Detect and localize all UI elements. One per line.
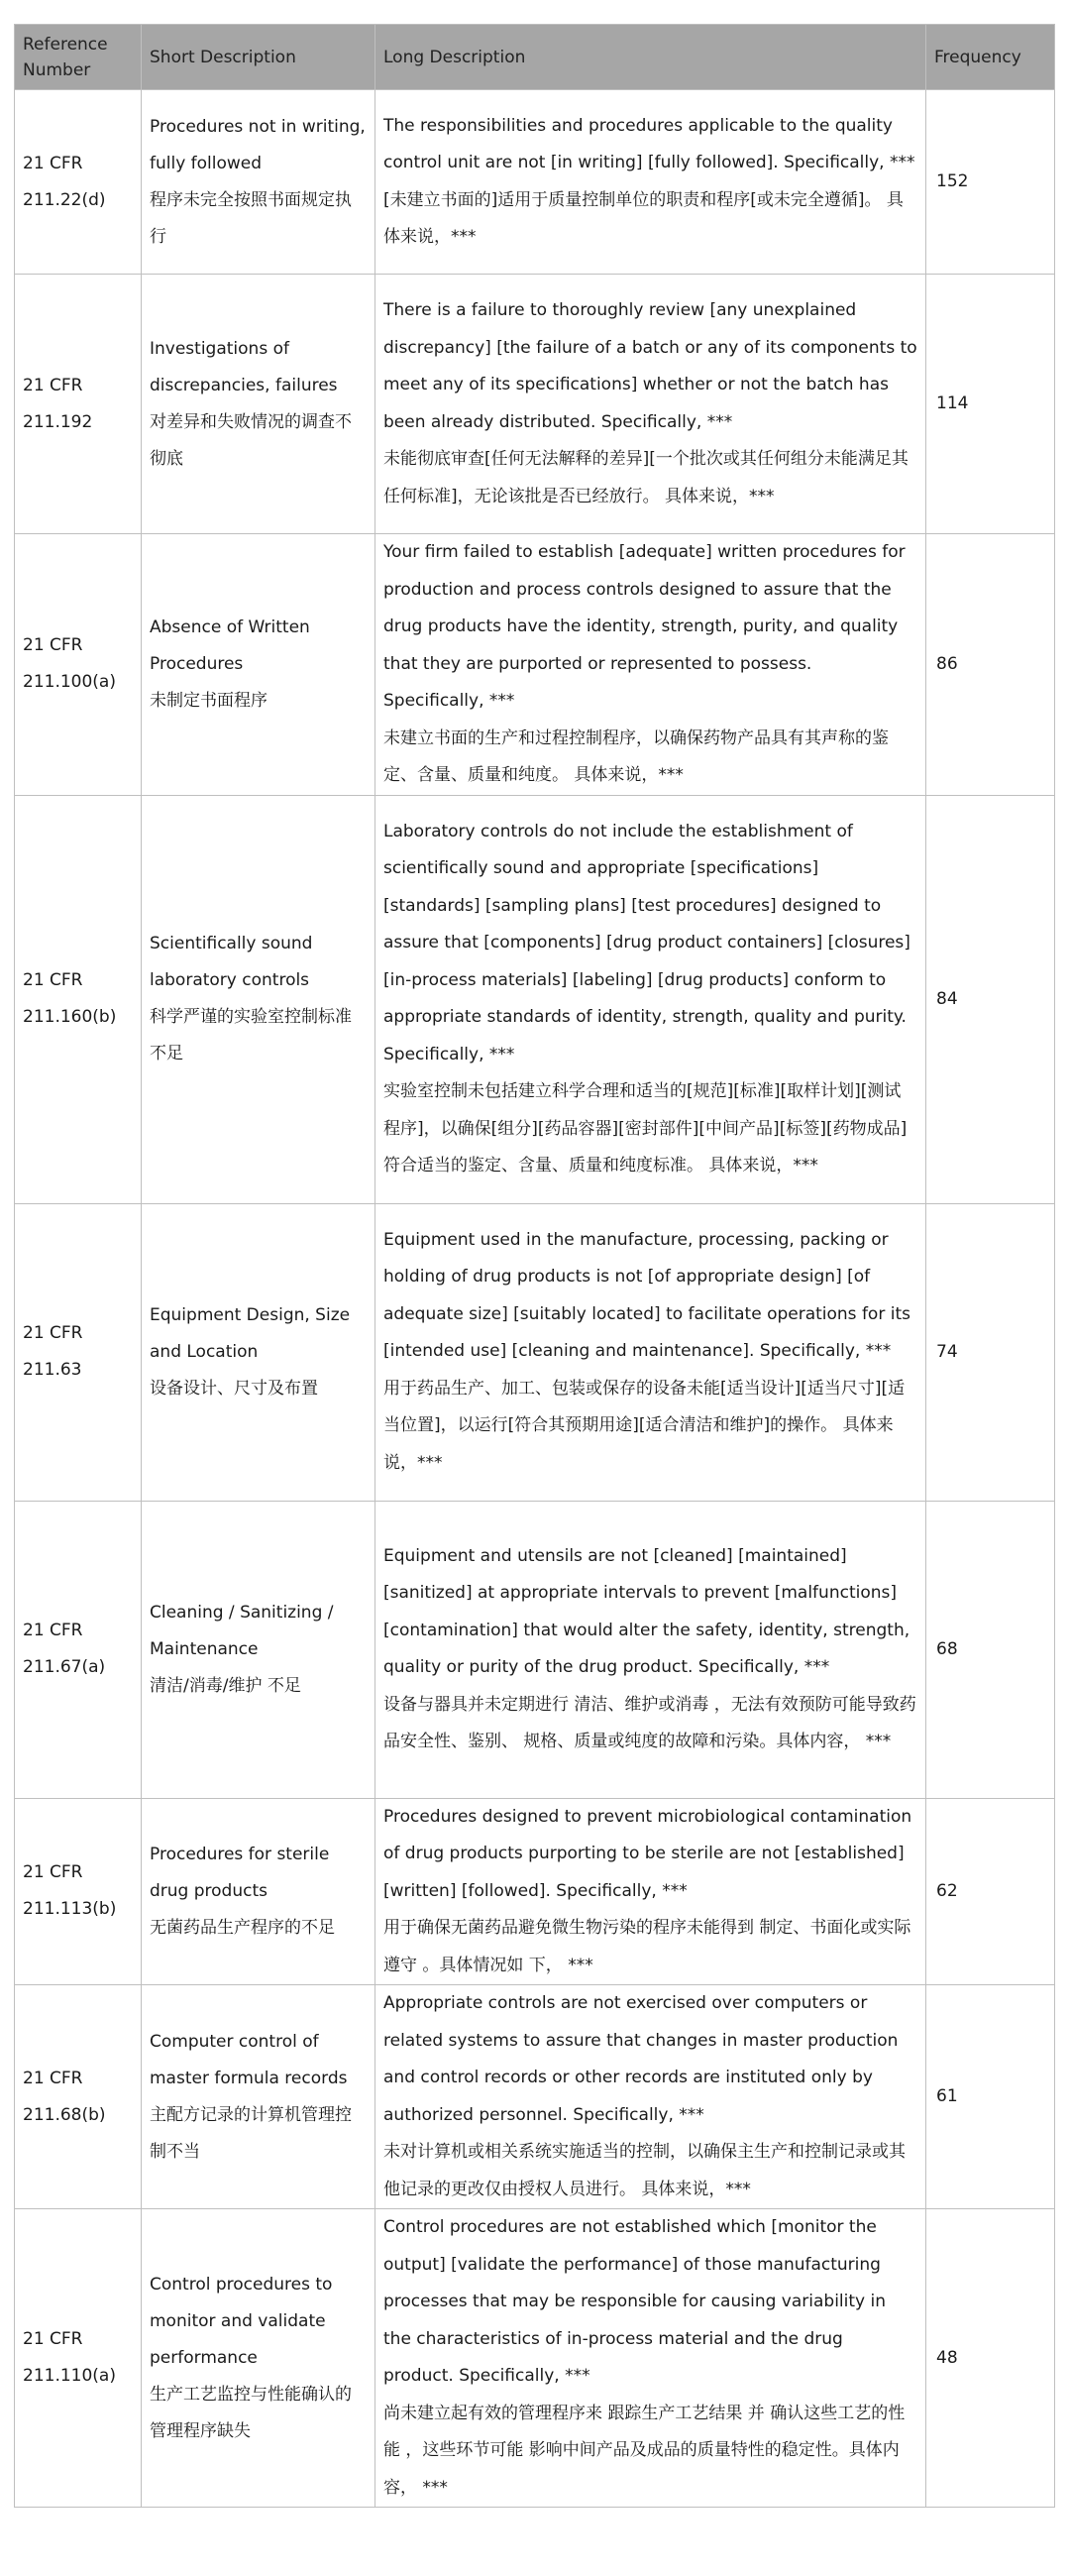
header-row [15, 25, 1055, 90]
short-description-zh: 清洁/消毒/维护 不足 [150, 1675, 301, 1696]
reference-number: 21 CFR 211.113(b) [15, 1798, 142, 1985]
table-row [15, 534, 1055, 796]
short-description-en: Cleaning / Sanitizing / Maintenance [150, 1602, 334, 1659]
frequency: 84 [926, 795, 1055, 1203]
table-row [15, 1203, 1055, 1501]
table-row [15, 1501, 1055, 1798]
short-description-en: Investigations of discrepancies, failures [150, 338, 338, 395]
short-description-en: Absence of Written Procedures [150, 616, 310, 674]
short-description [142, 795, 375, 1203]
long-description [375, 275, 926, 534]
short-description [142, 1985, 375, 2209]
table-body [15, 90, 1055, 2508]
long-description-zh: 用于确保无菌药品避免微生物污染的程序未能得到 制定、书面化或实际遵守 。具体情况如 下， *** [383, 1918, 911, 1975]
long-description-zh: [未建立书面的]适用于质量控制单位的职责和程序[或未完全遵循]。 具体来说，*** [383, 189, 904, 247]
frequency: 74 [926, 1203, 1055, 1501]
reference-number: 21 CFR 211.110(a) [15, 2209, 142, 2508]
header-reference-number: Reference Number [15, 25, 142, 90]
frequency: 68 [926, 1501, 1055, 1798]
long-description-zh: 未对计算机或相关系统实施适当的控制，以确保主生产和控制记录或其他记录的更改仅由授权人员进行。 具体来说，*** [383, 2142, 906, 2199]
short-description-zh: 科学严谨的实验室控制标准不足 [150, 1007, 352, 1064]
short-description [142, 1501, 375, 1798]
long-description [375, 534, 926, 796]
short-description-en: Control procedures to monitor and validate performance [150, 2274, 333, 2368]
short-description [142, 2209, 375, 2508]
table-row [15, 275, 1055, 534]
table-row [15, 2209, 1055, 2508]
short-description-en: Equipment Design, Size and Location [150, 1304, 351, 1362]
short-description-en: Computer control of master formula records [150, 2031, 348, 2088]
long-description [375, 1501, 926, 1798]
short-description [142, 275, 375, 534]
long-description-en: Equipment and utensils are not [cleaned] [maintained] [sanitized] at appropriate intervals to prevent [malfunctions] [contamination] that would alter the safety, identity, strength, quality or purity of the drug product. Specifically, *** [383, 1545, 910, 1677]
short-description-zh: 未制定书面程序 [150, 690, 268, 711]
table-row [15, 795, 1055, 1203]
reference-number: 21 CFR 211.63 [15, 1203, 142, 1501]
short-description-zh: 对差异和失败情况的调查不彻底 [150, 411, 352, 469]
reference-number: 21 CFR 211.22(d) [15, 90, 142, 275]
citation-table [14, 24, 1055, 2508]
frequency: 114 [926, 275, 1055, 534]
long-description-en: There is a failure to thoroughly review [any unexplained discrepancy] [the failure of a batch or any of its components to meet any of its specifications] whether or not the batch has been already distributed. Specifically, *** [383, 300, 917, 432]
long-description [375, 1985, 926, 2209]
long-description-en: Equipment used in the manufacture, processing, packing or holding of drug products is not [of appropriate design] [of adequate size] [suitably located] to facilitate operations for its [intended use] [cleaning and maintenance]. Specifically, *** [383, 1229, 910, 1362]
frequency: 62 [926, 1798, 1055, 1985]
table-row [15, 1985, 1055, 2209]
short-description-en: Procedures not in writing, fully followed [150, 116, 366, 173]
long-description [375, 1798, 926, 1985]
frequency: 86 [926, 534, 1055, 796]
long-description [375, 90, 926, 275]
long-description-en: Procedures designed to prevent microbiological contamination of drug products purporting to be sterile are not [established] [written] [followed]. Specifically, *** [383, 1806, 912, 1901]
short-description [142, 90, 375, 275]
long-description [375, 2209, 926, 2508]
long-description-zh: 尚未建立起有效的管理程序来 跟踪生产工艺结果 并 确认这些工艺的性能 ，这些环节可能 影响中间产品及成品的质量特性的稳定性。具体内容， *** [383, 2403, 906, 2498]
short-description-zh: 设备设计、尺寸及布置 [150, 1378, 318, 1399]
long-description-zh: 用于药品生产、加工、包装或保存的设备未能[适当设计][适当尺寸][适当位置]，以运行[符合其预期用途][适合清洁和维护]的操作。 具体来说，*** [383, 1378, 906, 1473]
frequency: 48 [926, 2209, 1055, 2508]
reference-number: 21 CFR 211.160(b) [15, 795, 142, 1203]
short-description-en: Scientifically sound laboratory controls [150, 934, 313, 990]
short-description-zh: 主配方记录的计算机管理控制不当 [150, 2104, 352, 2162]
table-row [15, 1798, 1055, 1985]
long-description-zh: 设备与器具并未定期进行 清洁、维护或消毒 ，无法有效预防可能导致药品安全性、鉴别、 规格、质量或纯度的故障和污染。具体内容， *** [383, 1694, 916, 1751]
long-description-zh: 未建立书面的生产和过程控制程序，以确保药物产品具有其声称的鉴定、含量、质量和纯度。 具体来说，*** [383, 728, 889, 785]
document-page [14, 24, 1054, 2508]
header-frequency: Frequency [926, 25, 1055, 90]
short-description [142, 1203, 375, 1501]
short-description-zh: 生产工艺监控与性能确认的管理程序缺失 [150, 2384, 352, 2441]
reference-number: 21 CFR 211.68(b) [15, 1985, 142, 2209]
long-description-en: Your firm failed to establish [adequate] written procedures for production and process controls designed to assure that the drug products have the identity, strength, purity, and quality that they are purported or represented to possess. Specifically, *** [383, 542, 906, 711]
table-row [15, 90, 1055, 275]
table-header [15, 25, 1055, 90]
long-description-en: Laboratory controls do not include the establishment of scientifically sound and appropriate [specifications] [standards] [sampling plans] [test procedures] designed to assure that [components] [drug product containers] [closures] [in-process materials] [labeling] [drug products] conform to appropriate standards of identity, strength, quality and purity. Specifically, *** [383, 821, 910, 1064]
short-description-zh: 程序未完全按照书面规定执行 [150, 189, 352, 247]
reference-number: 21 CFR 211.100(a) [15, 534, 142, 796]
frequency: 152 [926, 90, 1055, 275]
short-description-en: Procedures for sterile drug products [150, 1844, 330, 1901]
header-long-description: Long Description [375, 25, 926, 90]
short-description [142, 1798, 375, 1985]
long-description-zh: 实验室控制未包括建立科学合理和适当的[规范][标准][取样计划][测试程序]，以确保[组分][药品容器][密封部件][中间产品][标签][药物成品]符合适当的鉴定、含量、质量和纯度标准。 具体来说，*** [383, 1081, 908, 1176]
header-short-description: Short Description [142, 25, 375, 90]
long-description [375, 795, 926, 1203]
long-description-en: Appropriate controls are not exercised over computers or related systems to assure that changes in master production and control records or other records are instituted only by authorized personnel. Specifically, *** [383, 1993, 899, 2125]
short-description-zh: 无菌药品生产程序的不足 [150, 1917, 335, 1938]
long-description-en: Control procedures are not established which [monitor the output] [validate the performance] of those manufacturing processes that may be responsible for causing variability in the characteristics of in-process material and the drug product. Specifically, *** [383, 2217, 886, 2386]
long-description-en: The responsibilities and procedures applicable to the quality control unit are not [in writing] [fully followed]. Specifically, *** [383, 115, 915, 172]
short-description [142, 534, 375, 796]
reference-number: 21 CFR 211.67(a) [15, 1501, 142, 1798]
reference-number: 21 CFR 211.192 [15, 275, 142, 534]
long-description-zh: 未能彻底审查[任何无法解释的差异][一个批次或其任何组分未能满足其任何标准]，无论该批是否已经放行。 具体来说，*** [383, 449, 909, 506]
long-description [375, 1203, 926, 1501]
frequency: 61 [926, 1985, 1055, 2209]
